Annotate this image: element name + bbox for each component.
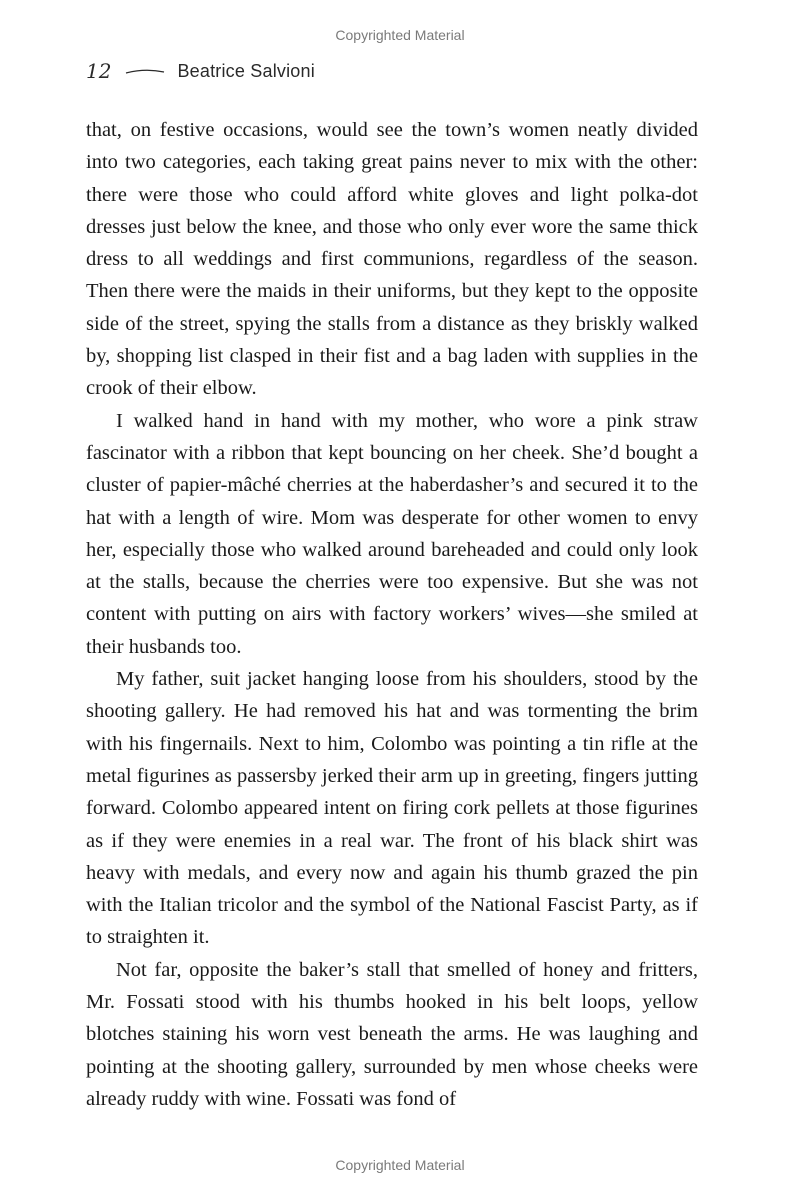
paragraph: My father, suit jacket hanging loose from his shoulders, stood by the shooting gallery. He had removed his hat and was tormenting the brim with his fingernails. Next to him, Colombo was pointing a tin rifle at the metal figurines as passersby jerked their arm up in greeting, fingers jutting forward. Colombo appeared intent on firing cork pellets at those figurines as if they were enemies in a real war. The front of his black shirt was heavy with medals, and every now and again his thumb grazed the pin with the Italian tricolor and the symbol of the National Fascist Party, as if to straighten it. [86, 668, 698, 949]
paragraph: Not far, opposite the baker’s stall that smelled of honey and fritters, Mr. Fossati stood with his thumbs hooked in his belt loops, yellow blotches staining his worn vest beneath the arms. He was laughing and pointing at the shooting gallery, surrounded by men whose cheeks were already ruddy with wine. Fossati was fond of [86, 958, 698, 1110]
page-number: 12 [86, 59, 112, 83]
paragraph: that, on festive occasions, would see the town’s women neatly divided into two categories, each taking great pains never to mix with the other: there were those who could afford white gloves and light polka-dot dresses just below the knee, and those who only ever wore the same thick dress to all weddings and first communions, regardless of the season. Then there were the maids in their uniforms, but they kept to the opposite side of the street, spying the stalls from a distance as they briskly walked by, shopping list clasped in their fist and a bag laden with supplies in the crook of their elbow. [86, 119, 698, 400]
copyright-watermark-top: Copyrighted Material [335, 27, 465, 43]
body-text [86, 114, 698, 1115]
running-head [86, 56, 315, 86]
author-name: Beatrice Salvioni [177, 60, 315, 81]
copyright-watermark-bottom: Copyrighted Material [335, 1157, 465, 1173]
paragraph: I walked hand in hand with my mother, who wore a pink straw fascinator with a ribbon that kept bouncing on her cheek. She’d bought a cluster of papier-mâché cherries at the haberdasher’s and secured it to the hat with a length of wire. Mom was desperate for other women to envy her, especially those who walked around bareheaded and could only look at the stalls, because the cherries were too expensive. But she was not content with putting on airs with factory workers’ wives—she smiled at their husbands too. [86, 409, 698, 658]
running-head-rule [125, 67, 165, 75]
